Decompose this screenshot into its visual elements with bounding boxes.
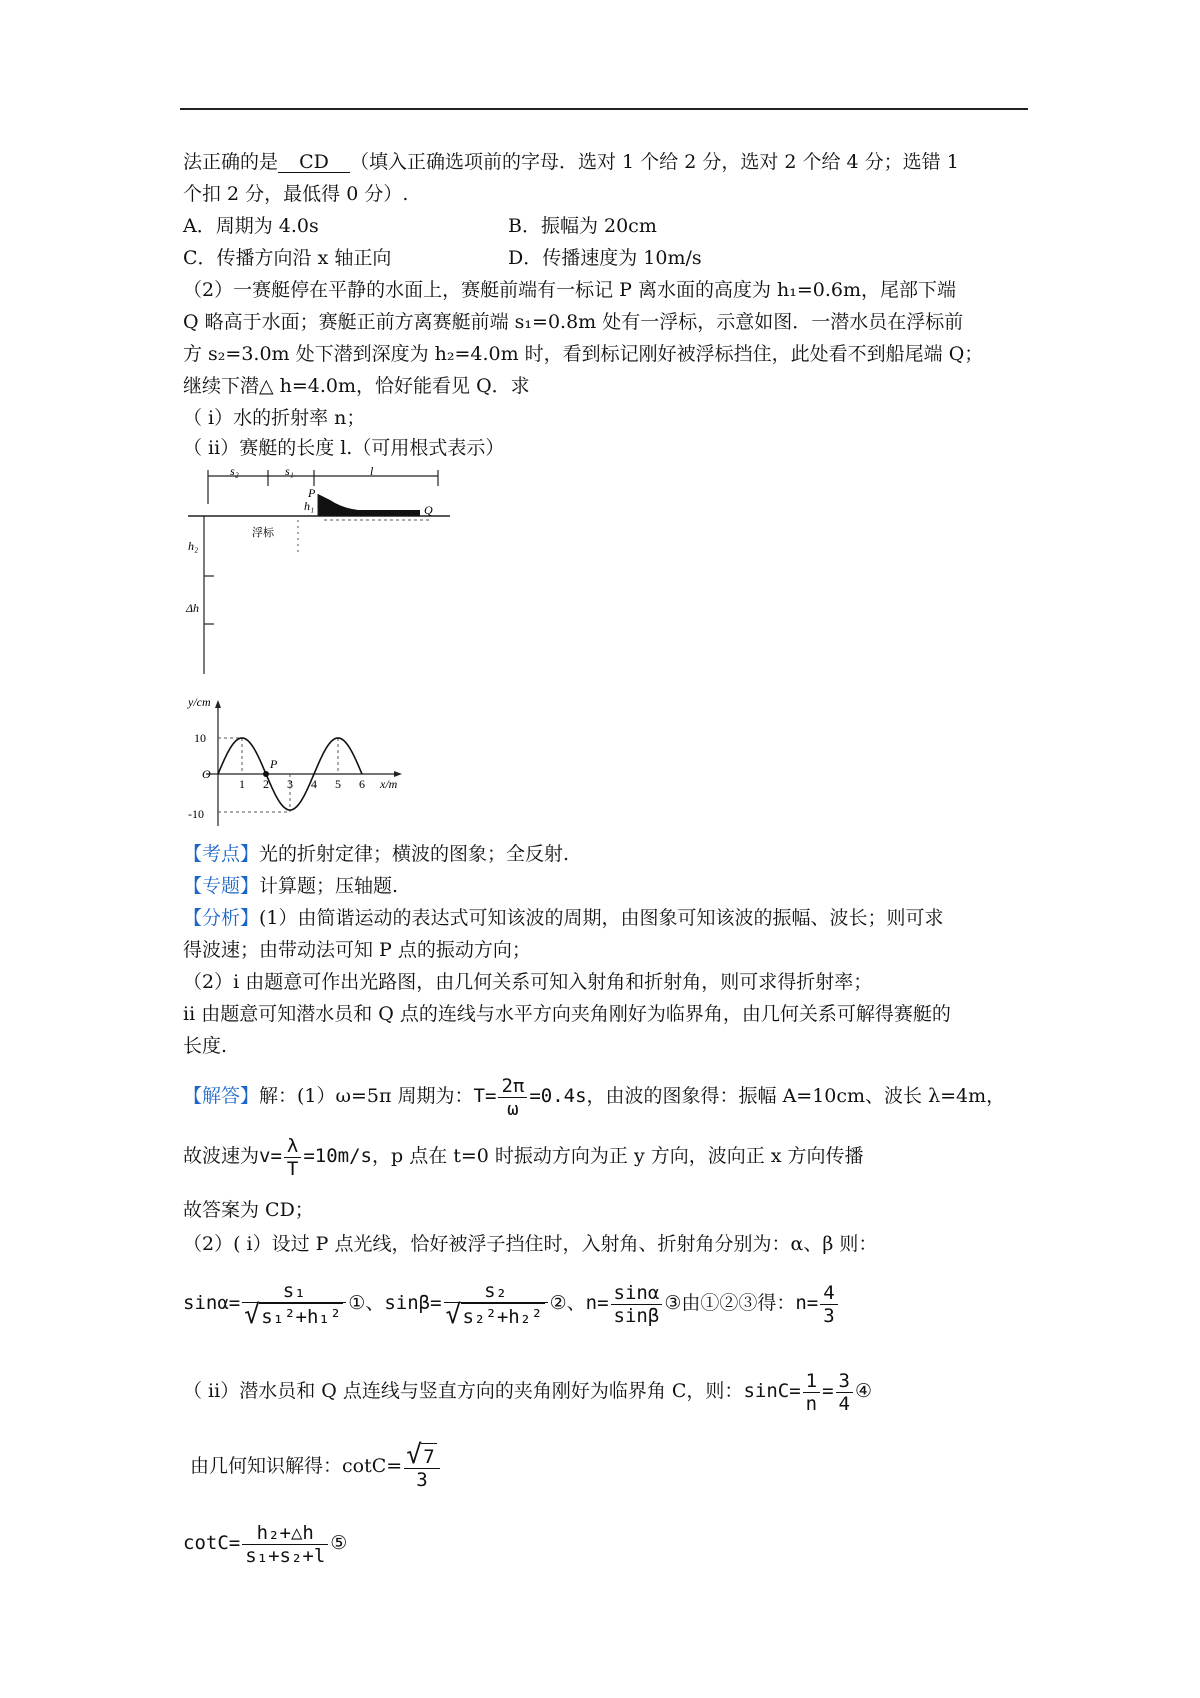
option-d: D．传播速度为 10m/s — [508, 247, 702, 269]
solution-line-2 — [183, 1132, 864, 1180]
boat-hull — [318, 494, 420, 516]
formula: sinα= — [183, 1292, 241, 1314]
x-tick-3: 3 — [287, 777, 293, 791]
text: ③由①②③得： — [664, 1292, 796, 1314]
kaodian-line — [183, 842, 569, 866]
text: 由几何知识解得：cotC= — [190, 1455, 403, 1477]
denominator: T — [286, 1157, 299, 1180]
fraction-3-over-4 — [836, 1370, 853, 1415]
numerator — [404, 1443, 439, 1469]
fenxi-line-2: 得波速；由带动法可知 P 点的振动方向； — [183, 939, 531, 961]
text: 计算题；压轴题. — [259, 875, 399, 897]
denominator — [444, 1303, 548, 1328]
x-tick-1: 1 — [239, 777, 245, 791]
text: ，p 点在 t=0 时振动方向为正 y 方向，波向正 x 方向传播 — [372, 1145, 864, 1167]
point-P — [263, 771, 269, 777]
denominator: sinβ — [613, 1304, 660, 1327]
numerator: sinα — [611, 1282, 663, 1305]
denominator: ω — [507, 1097, 519, 1120]
formula: v= — [259, 1145, 282, 1167]
fraction-sin-beta — [444, 1280, 548, 1328]
formula: n= — [795, 1292, 819, 1314]
text: ，由波的图象得：振幅 A=10cm、波长 λ=4m， — [586, 1085, 1006, 1107]
fenxi-line-4: ii 由题意可知潜水员和 Q 点的连线与水平方向夹角刚好为临界角，由几何关系可解得赛艇的 — [183, 1003, 951, 1025]
numerator: s₁ — [242, 1280, 346, 1303]
denominator — [242, 1303, 346, 1328]
label-l: l — [370, 464, 374, 478]
tag-fenxi: 【分析】 — [183, 907, 260, 929]
answer-fill: CD — [278, 152, 350, 173]
zhuanti-line — [183, 874, 398, 898]
denominator: 3 — [416, 1469, 428, 1491]
label-dh: Δh — [186, 601, 200, 615]
text: ⑤ — [330, 1532, 348, 1554]
text: 光的折射定律；横波的图象；全反射. — [259, 843, 570, 865]
fraction-T — [498, 1075, 527, 1120]
graph-ylabel: y/cm — [188, 695, 211, 709]
x-tick-4: 4 — [311, 777, 317, 791]
ytick-neg10: -10 — [188, 807, 204, 821]
fenxi-line-5: 长度. — [183, 1035, 228, 1057]
denominator: s₁+s₂+l — [245, 1544, 326, 1567]
problem2-line-1: （2）一赛艇停在平静的水面上，赛艇前端有一标记 P 离水面的高度为 h₁=0.6m，尾部下端 — [183, 279, 956, 301]
label-P: P — [308, 486, 316, 500]
problem2-line-4: 继续下潜△ h=4.0m，恰好能看见 Q．求 — [183, 375, 530, 397]
denominator: n — [805, 1392, 818, 1415]
numerator: 1 — [803, 1370, 820, 1393]
problem2-line-3: 方 s₂=3.0m 处下潜到深度为 h₂=4.0m 时，看到标记刚好被浮标挡住，此处看不到船尾端 Q； — [183, 343, 984, 365]
fenxi-line-3: （2）i 由题意可作出光路图，由几何关系可知入射角和折射角，则可求得折射率； — [183, 971, 873, 993]
formula: n= — [585, 1292, 609, 1314]
fraction-cotC — [404, 1443, 439, 1491]
option-b: B．振幅为 20cm — [508, 215, 657, 237]
formula: cotC= — [183, 1532, 241, 1554]
text: （填入正确选项前的字母．选对 1 个给 2 分，选对 2 个给 4 分；选错 1 — [350, 151, 959, 173]
fraction-v — [284, 1135, 301, 1180]
label-point-P: P — [270, 757, 278, 771]
label-s1: s₁ — [285, 464, 294, 478]
label-s2: s₂ — [230, 464, 239, 478]
formula: =10m/s — [303, 1145, 372, 1167]
numerator: s₂ — [444, 1280, 548, 1303]
text: 解：(1）ω=5π 周期为： — [259, 1085, 474, 1107]
boat-diagram — [180, 464, 460, 692]
solution-line-3: 故答案为 CD； — [183, 1199, 314, 1221]
solution-line-1 — [183, 1072, 1005, 1120]
question-i: （ i）水的折射率 n； — [183, 407, 366, 429]
fraction-n-value — [820, 1282, 837, 1327]
fraction-1-over-n — [803, 1370, 820, 1415]
option-c: C．传播方向沿 x 轴正向 — [183, 247, 392, 269]
denominator: 3 — [823, 1304, 835, 1327]
question-line-2: 个扣 2 分，最低得 0 分）. — [183, 183, 409, 205]
numerator: 4 — [820, 1282, 837, 1305]
solution-line-6 — [190, 1438, 442, 1494]
text: 法正确的是 — [183, 151, 279, 173]
graph-origin: O — [202, 767, 211, 781]
formula: T= — [473, 1085, 497, 1107]
sqrt: √ s₁²+h₁² — [259, 1303, 343, 1328]
text: ④ — [855, 1380, 873, 1402]
tag-zhuanti: 【专题】 — [183, 875, 260, 897]
option-a: A．周期为 4.0s — [183, 215, 319, 237]
fraction-n — [611, 1282, 663, 1327]
numerator: λ — [284, 1135, 301, 1158]
problem2-line-2: Q 略高于水面；赛艇正前方离赛艇前端 s₁=0.8m 处有一浮标，示意如图．一潜水员在浮标前 — [183, 311, 964, 333]
text: ②、 — [549, 1292, 586, 1314]
label-h1: h₁ — [304, 499, 315, 513]
question-line-1 — [183, 150, 959, 174]
numerator: h₂+△h — [242, 1522, 328, 1545]
x-tick-2: 2 — [263, 777, 269, 791]
label-Q: Q — [424, 503, 433, 517]
ytick-10: 10 — [194, 731, 206, 745]
sqrt: √ s₂²+h₂² — [461, 1303, 545, 1328]
tag-kaodian: 【考点】 — [183, 843, 260, 865]
wave-graph — [180, 694, 430, 836]
x-tick-labels — [239, 777, 365, 791]
formula: =0.4s — [529, 1085, 587, 1107]
label-h2: h₂ — [188, 539, 199, 553]
label-buoy: 浮标 — [252, 526, 274, 539]
sqrt: √ 7 — [421, 1443, 436, 1468]
equation-row-1 — [183, 1272, 840, 1334]
denominator: 4 — [838, 1392, 850, 1415]
text: （ ii）潜水员和 Q 点连线与竖直方向的夹角刚好为临界角 C，则： — [183, 1380, 744, 1402]
graph-xlabel: x/m — [380, 777, 398, 791]
equation-row-cot — [183, 1514, 347, 1572]
text: ①、 — [348, 1292, 385, 1314]
solution-line-5 — [183, 1364, 872, 1418]
formula: sinC= — [743, 1380, 801, 1402]
fraction-cot-geometry — [242, 1522, 328, 1567]
text: 故波速为 — [183, 1145, 260, 1167]
header-rule — [180, 108, 1028, 110]
formula: sinβ= — [384, 1292, 442, 1314]
x-tick-5: 5 — [335, 777, 341, 791]
x-tick-6: 6 — [359, 777, 365, 791]
fenxi-line-1 — [183, 906, 944, 930]
formula: = — [822, 1380, 834, 1402]
numerator: 3 — [836, 1370, 853, 1393]
fraction-sin-alpha — [242, 1280, 346, 1328]
tag-jieda: 【解答】 — [183, 1085, 260, 1107]
question-ii: （ ii）赛艇的长度 l.（可用根式表示） — [183, 437, 505, 459]
text: (1）由简谐运动的表达式可知该波的周期，由图象可知该波的振幅、波长；则可求 — [259, 907, 944, 929]
solution-line-4: （2）( i）设过 P 点光线，恰好被浮子挡住时，入射角、折射角分别为：α、β 则： — [183, 1233, 878, 1255]
numerator: 2π — [498, 1075, 527, 1098]
